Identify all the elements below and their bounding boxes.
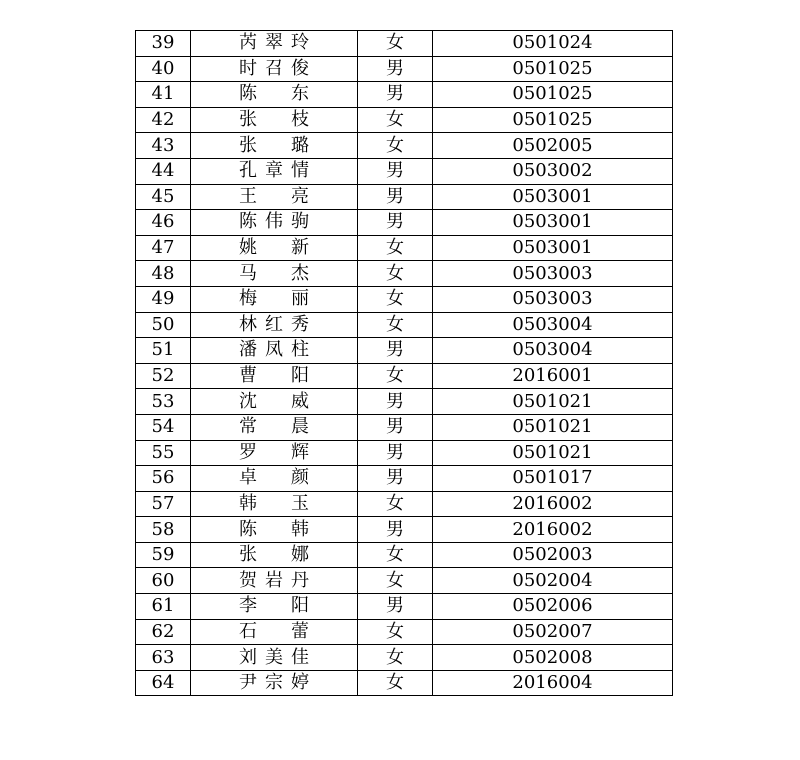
name-cell xyxy=(191,286,358,312)
table-row xyxy=(136,491,673,517)
code-cell: 0502006 xyxy=(433,594,673,620)
name-cell xyxy=(191,107,358,133)
row-number-cell: 44 xyxy=(136,158,191,184)
table-row xyxy=(136,670,673,696)
table-row xyxy=(136,184,673,210)
gender-cell: 男 xyxy=(358,184,433,210)
name-cell xyxy=(191,261,358,287)
name-text: 马 杰 xyxy=(239,262,309,284)
table-row xyxy=(136,261,673,287)
name-cell xyxy=(191,542,358,568)
code-cell: 0503004 xyxy=(433,312,673,338)
gender-cell: 男 xyxy=(358,594,433,620)
code-cell: 0501021 xyxy=(433,440,673,466)
gender-cell: 女 xyxy=(358,363,433,389)
name-cell xyxy=(191,312,358,338)
gender-cell: 男 xyxy=(358,466,433,492)
table-row xyxy=(136,594,673,620)
table-row xyxy=(136,517,673,543)
name-text: 常 晨 xyxy=(239,416,309,438)
row-number-cell: 48 xyxy=(136,261,191,287)
row-number-cell: 53 xyxy=(136,389,191,415)
row-number-cell: 61 xyxy=(136,594,191,620)
row-number-cell: 39 xyxy=(136,31,191,57)
name-text: 陈 东 xyxy=(239,83,309,105)
gender-cell: 女 xyxy=(358,491,433,517)
table-row xyxy=(136,312,673,338)
code-cell: 0503001 xyxy=(433,235,673,261)
name-cell xyxy=(191,440,358,466)
name-cell xyxy=(191,594,358,620)
table-row xyxy=(136,389,673,415)
row-number-cell: 56 xyxy=(136,466,191,492)
code-cell: 0501024 xyxy=(433,31,673,57)
row-number-cell: 45 xyxy=(136,184,191,210)
gender-cell: 男 xyxy=(358,440,433,466)
row-number-cell: 57 xyxy=(136,491,191,517)
gender-cell: 女 xyxy=(358,312,433,338)
row-number-cell: 43 xyxy=(136,133,191,159)
gender-cell: 女 xyxy=(358,568,433,594)
code-cell: 2016004 xyxy=(433,670,673,696)
name-cell xyxy=(191,670,358,696)
gender-cell: 女 xyxy=(358,645,433,671)
name-text: 芮翠玲 xyxy=(239,32,309,54)
name-text: 姚 新 xyxy=(239,237,309,259)
name-cell xyxy=(191,645,358,671)
name-cell xyxy=(191,184,358,210)
roster-sheet xyxy=(135,30,673,696)
code-cell: 0502005 xyxy=(433,133,673,159)
name-cell xyxy=(191,82,358,108)
name-text: 罗 辉 xyxy=(239,441,309,463)
table-row xyxy=(136,645,673,671)
row-number-cell: 62 xyxy=(136,619,191,645)
name-text: 贺岩丹 xyxy=(239,569,309,591)
name-cell xyxy=(191,517,358,543)
name-cell xyxy=(191,568,358,594)
name-text: 潘凤柱 xyxy=(239,339,309,361)
name-text: 石 蕾 xyxy=(239,620,309,642)
gender-cell: 男 xyxy=(358,210,433,236)
name-text: 尹宗婷 xyxy=(239,672,309,694)
name-text: 时召俊 xyxy=(239,57,309,79)
gender-cell: 女 xyxy=(358,107,433,133)
name-cell xyxy=(191,363,358,389)
name-cell xyxy=(191,158,358,184)
code-cell: 0501021 xyxy=(433,389,673,415)
table-row xyxy=(136,338,673,364)
name-text: 林红秀 xyxy=(239,313,309,335)
code-cell: 0503004 xyxy=(433,338,673,364)
row-number-cell: 46 xyxy=(136,210,191,236)
row-number-cell: 42 xyxy=(136,107,191,133)
table-row xyxy=(136,440,673,466)
gender-cell: 男 xyxy=(358,338,433,364)
name-cell xyxy=(191,210,358,236)
gender-cell: 男 xyxy=(358,389,433,415)
table-row xyxy=(136,466,673,492)
name-cell xyxy=(191,491,358,517)
code-cell: 0502003 xyxy=(433,542,673,568)
table-row xyxy=(136,31,673,57)
name-text: 曹 阳 xyxy=(239,365,309,387)
name-text: 陈 韩 xyxy=(239,518,309,540)
name-cell xyxy=(191,619,358,645)
code-cell: 0502008 xyxy=(433,645,673,671)
gender-cell: 男 xyxy=(358,158,433,184)
name-cell xyxy=(191,414,358,440)
name-cell xyxy=(191,56,358,82)
roster-table xyxy=(135,30,673,696)
name-cell xyxy=(191,389,358,415)
table-row xyxy=(136,542,673,568)
row-number-cell: 49 xyxy=(136,286,191,312)
code-cell: 0503001 xyxy=(433,210,673,236)
roster-table-body xyxy=(136,31,673,696)
code-cell: 0503003 xyxy=(433,286,673,312)
code-cell: 0502004 xyxy=(433,568,673,594)
code-cell: 0502007 xyxy=(433,619,673,645)
gender-cell: 女 xyxy=(358,235,433,261)
code-cell: 0503002 xyxy=(433,158,673,184)
code-cell: 0501025 xyxy=(433,82,673,108)
row-number-cell: 47 xyxy=(136,235,191,261)
row-number-cell: 63 xyxy=(136,645,191,671)
name-text: 沈 威 xyxy=(239,390,309,412)
row-number-cell: 60 xyxy=(136,568,191,594)
table-row xyxy=(136,619,673,645)
row-number-cell: 54 xyxy=(136,414,191,440)
name-cell xyxy=(191,466,358,492)
row-number-cell: 58 xyxy=(136,517,191,543)
name-cell xyxy=(191,338,358,364)
name-text: 韩 玉 xyxy=(239,492,309,514)
row-number-cell: 52 xyxy=(136,363,191,389)
name-cell xyxy=(191,235,358,261)
code-cell: 0503001 xyxy=(433,184,673,210)
code-cell: 2016002 xyxy=(433,491,673,517)
gender-cell: 女 xyxy=(358,31,433,57)
table-row xyxy=(136,210,673,236)
row-number-cell: 59 xyxy=(136,542,191,568)
gender-cell: 女 xyxy=(358,619,433,645)
table-row xyxy=(136,568,673,594)
gender-cell: 女 xyxy=(358,286,433,312)
row-number-cell: 51 xyxy=(136,338,191,364)
gender-cell: 女 xyxy=(358,542,433,568)
table-row xyxy=(136,107,673,133)
name-text: 张 娜 xyxy=(239,544,309,566)
gender-cell: 女 xyxy=(358,133,433,159)
table-row xyxy=(136,235,673,261)
gender-cell: 男 xyxy=(358,414,433,440)
gender-cell: 男 xyxy=(358,517,433,543)
name-cell xyxy=(191,133,358,159)
code-cell: 2016001 xyxy=(433,363,673,389)
table-row xyxy=(136,414,673,440)
name-text: 梅 丽 xyxy=(239,288,309,310)
name-text: 王 亮 xyxy=(239,185,309,207)
name-cell xyxy=(191,31,358,57)
code-cell: 2016002 xyxy=(433,517,673,543)
row-number-cell: 40 xyxy=(136,56,191,82)
code-cell: 0501025 xyxy=(433,56,673,82)
gender-cell: 女 xyxy=(358,261,433,287)
table-row xyxy=(136,158,673,184)
name-text: 陈伟驹 xyxy=(239,211,309,233)
gender-cell: 男 xyxy=(358,56,433,82)
name-text: 张 枝 xyxy=(239,109,309,131)
table-row xyxy=(136,133,673,159)
table-row xyxy=(136,56,673,82)
code-cell: 0501025 xyxy=(433,107,673,133)
code-cell: 0503003 xyxy=(433,261,673,287)
row-number-cell: 41 xyxy=(136,82,191,108)
name-text: 卓 颜 xyxy=(239,467,309,489)
name-text: 张 璐 xyxy=(239,134,309,156)
code-cell: 0501021 xyxy=(433,414,673,440)
row-number-cell: 64 xyxy=(136,670,191,696)
name-text: 刘美佳 xyxy=(239,646,309,668)
table-row xyxy=(136,82,673,108)
gender-cell: 女 xyxy=(358,670,433,696)
row-number-cell: 50 xyxy=(136,312,191,338)
row-number-cell: 55 xyxy=(136,440,191,466)
name-text: 孔章情 xyxy=(239,160,309,182)
gender-cell: 男 xyxy=(358,82,433,108)
table-row xyxy=(136,286,673,312)
code-cell: 0501017 xyxy=(433,466,673,492)
table-row xyxy=(136,363,673,389)
name-text: 李 阳 xyxy=(239,595,309,617)
